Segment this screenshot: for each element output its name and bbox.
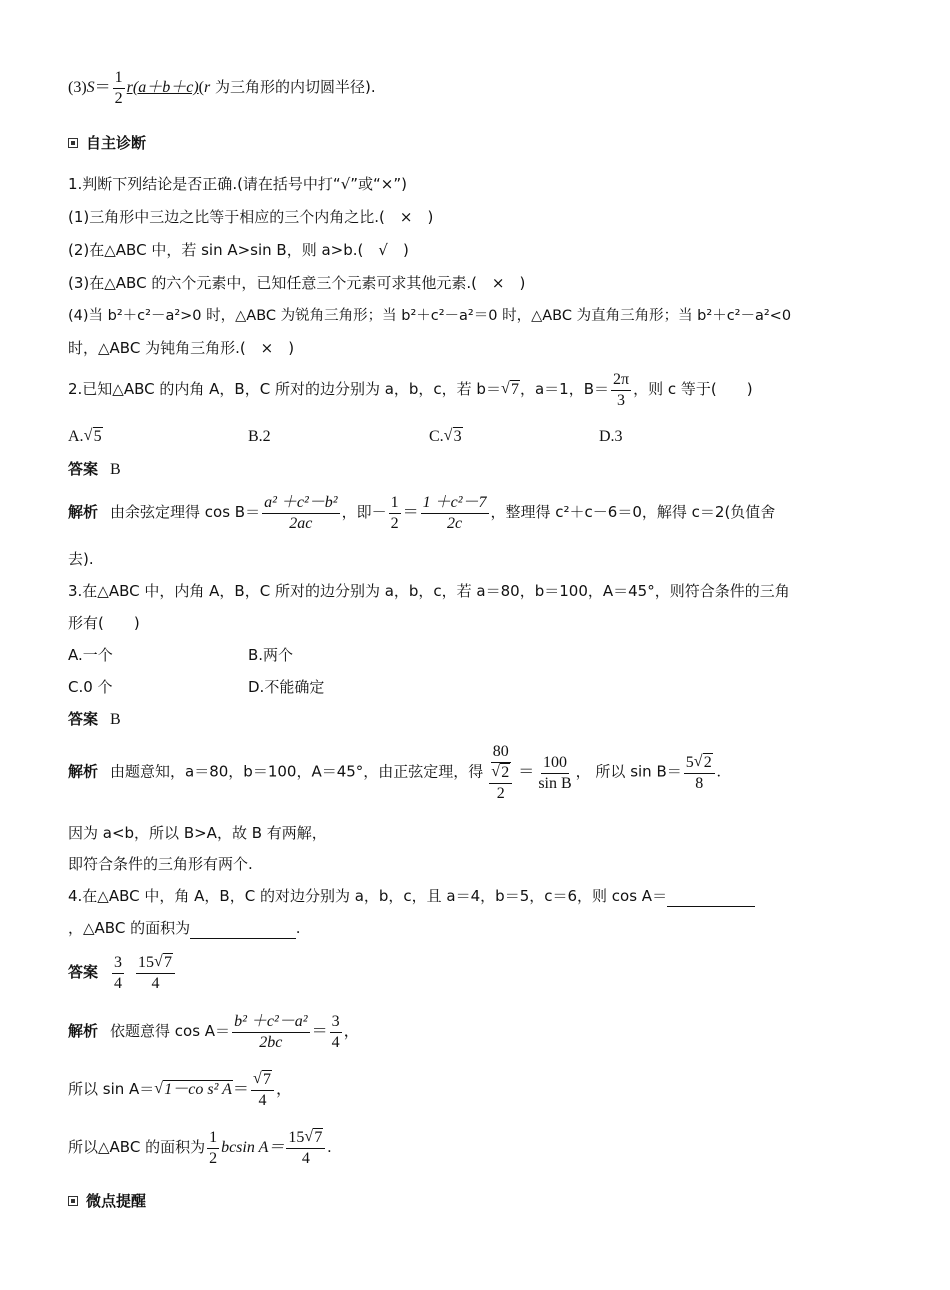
answer-blank-area[interactable]: [190, 922, 296, 939]
q3-analysis: 解析 由题意知，a＝80，b＝100，A＝45°，由正弦定理，得 80 √ 2 2 ＝ $\frac{100}{\text{sin B}}$ ， 所以 sin B＝ 5 √ 2 8 .: [68, 743, 721, 802]
q3-option-a: A.一个: [68, 646, 113, 664]
q3-analysis-line3: 即符合条件的三角形有两个.: [68, 855, 253, 873]
q3-stem-line1: 3.在△ABC 中，内角 A，B，C 所对的边分别为 a，b，c，若 a＝80，b＝100，A＝45°，则符合条件的三角: [68, 582, 790, 600]
square-bullet-icon: [68, 1196, 78, 1206]
analysis-label: 解析: [68, 1022, 99, 1041]
q3-answer: [68, 709, 121, 730]
q2-option-a: A. √ 5: [68, 427, 102, 445]
analysis-label: 解析: [68, 762, 99, 781]
fraction-2pi-3: $\frac{2\pi}{3}$: [613, 371, 630, 409]
sqrt-7: √ 7: [500, 380, 519, 399]
square-bullet-icon: [68, 138, 78, 148]
q1-item-4-line1: (4)当 b²＋c²－a²>0 时，△ABC 为锐角三角形；当 b²＋c²－a²＝0 时，△ABC 为直角三角形；当 b²＋c²－a²<0: [68, 308, 792, 324]
equals: ＝: [94, 79, 111, 97]
q3-option-c: C.0 个: [68, 678, 113, 696]
item-prefix: (3): [68, 79, 87, 97]
half-fraction: $\frac{1}{2}$: [114, 69, 123, 107]
q1-item-3: (3)在△ABC 的六个元素中，已知任意三个元素可求其他元素.( × ): [68, 274, 526, 292]
analysis-label: 解析: [68, 503, 99, 522]
answer-label: 答案: [68, 710, 99, 728]
var-s: S: [86, 79, 95, 97]
formula-3-line: (3)S＝ $\frac{1}{2}$ r(a＋b＋c)(r 为三角形的内切圆半径).: [68, 69, 376, 107]
q4-stem-line2: ，△ABC 的面积为 .: [68, 919, 301, 937]
q3-option-d: D.不能确定: [248, 678, 325, 696]
q1-item-1: (1)三角形中三边之比等于相应的三个内角之比.( × ): [68, 208, 434, 226]
perimeter-expr: r(a＋b＋c): [126, 79, 199, 97]
q3-stem-line2: 形有( ): [68, 614, 140, 632]
q4-analysis-line3: 所以△ABC 的面积为 $\frac{1}{2}$ bcsin A＝ 15 √ 7 4 .: [68, 1128, 332, 1167]
answer-label: 答案: [68, 963, 99, 982]
section-title: 微点提醒: [86, 1192, 147, 1210]
q3-option-b: B.两个: [248, 646, 294, 664]
q1-item-4-line2: 时，△ABC 为钝角三角形.( × ): [68, 339, 295, 357]
section-title: 自主诊断: [86, 134, 147, 152]
q2-option-d: D.3: [599, 428, 623, 445]
answer-blank-cosA[interactable]: [667, 890, 755, 907]
q4-answer: 答案 $\frac{3}{4}$ 15 √ 7 4: [68, 953, 177, 994]
q2-stem: 2.已知△ABC 的内角 A，B，C 所对的边分别为 a，b，c，若 b＝ √ 7，a＝1，B＝ $\frac{2\pi}{3}$ ，则 c 等于( ): [68, 371, 753, 409]
compound-fraction: 80 √ 2 2: [485, 742, 516, 804]
q4-analysis-line2: 所以 sin A＝ √ 1－co s² A＝ √ 7 4 ，: [68, 1070, 292, 1109]
q2-option-b: B.2: [248, 428, 271, 445]
answer-value: B: [110, 711, 121, 728]
section-header-tips: [68, 1191, 146, 1211]
q2-analysis-cont: 去).: [68, 550, 94, 568]
q2-option-c: C. √ 3: [429, 427, 462, 445]
q1-item-2: (2)在△ABC 中，若 sin A>sin B，则 a>b.( √ ): [68, 241, 409, 259]
q4-stem-line1: 4.在△ABC 中，角 A，B，C 的对边分别为 a，b，c，且 a＝4，b＝5，c＝6，则 cos A＝: [68, 886, 755, 907]
q3-analysis-line2: 因为 a<b，所以 B>A，故 B 有两解，: [68, 824, 327, 842]
q4-analysis-line1: 解析 依题意得 cos A＝ $\frac{\text{b² ＋c²－a²}}{2bc}$ ＝ $\frac{3}{4}$ ，: [68, 1013, 360, 1051]
answer-label: 答案: [68, 460, 99, 478]
q2-analysis: 解析 由余弦定理得 cos B＝ $\frac{\text{a² ＋c²－b²}}{2ac}$ ，即－ $\frac{1}{2}$ ＝ $\frac{\text{1 ＋c²－7}}{2c}$ ，整理得 c²＋c－6＝0，解得 c＝2(负值舍: [68, 494, 776, 532]
formula-note: 为三角形的内切圆半径).: [210, 78, 376, 97]
answer-value: B: [110, 461, 121, 478]
section-header-self-diagnosis: [68, 133, 146, 153]
q1-stem: 1.判断下列结论是否正确.(请在括号中打“√”或“×”): [68, 175, 407, 193]
q2-answer: [68, 459, 121, 480]
